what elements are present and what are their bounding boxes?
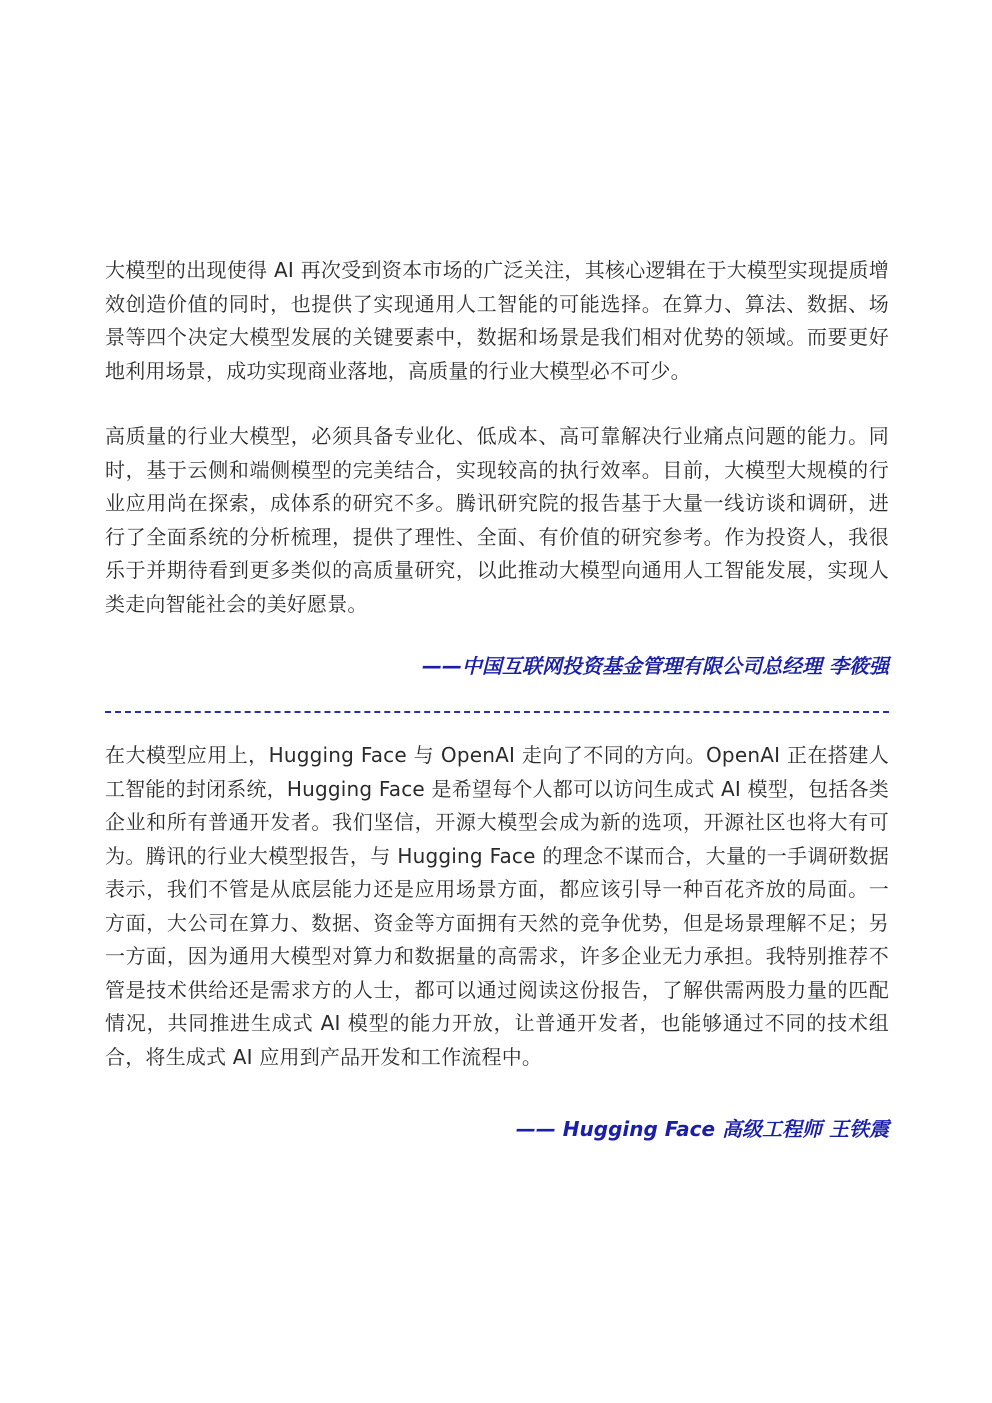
signature-1: ——中国互联网投资基金管理有限公司总经理 李筱强 bbox=[422, 654, 889, 678]
paragraph-2: 高质量的行业大模型，必须具备专业化、低成本、高可靠解决行业痛点问题的能力。同时，基于云侧和端侧模型的完美结合，实现较高的执行效率。目前，大模型大规模的行业应用尚在探索，成体系的研究不多。腾讯研究院的报告基于大量一线访谈和调研，进行了全面系统的分析梳理，提供了理性、全面、有价值的研究参考。作为投资人，我很乐于并期待看到更多类似的高质量研究，以此推动大模型向通用人工智能发展，实现人类走向智能社会的美好愿景。 bbox=[105, 424, 889, 616]
dashed-divider bbox=[105, 711, 889, 713]
document-body bbox=[105, 254, 889, 1144]
paragraph-3: 在大模型应用上，Hugging Face 与 OpenAI 走向了不同的方向。OpenAI 正在搭建人工智能的封闭系统，Hugging Face 是希望每个人都可以访问生成式 AI 模型，包括各类企业和所有普通开发者。我们坚信，开源大模型会成为新的选项，开源社区也将大有可为。腾讯的行业大模型报告，与 Hugging Face 的理念不谋而合，大量的一手调研数据表示，我们不管是从底层能力还是应用场景方面，都应该引导一种百花齐放的局面。一方面，大公司在算力、数据、资金等方面拥有天然的竞争优势，但是场景理解不足；另一方面，因为通用大模型对算力和数据量的高需求，许多企业无力承担。我特别推荐不管是技术供给还是需求方的人士，都可以通过阅读这份报告，了解供需两股力量的匹配情况，共同推进生成式 AI 模型的能力开放，让普通开发者，也能够通过不同的技术组合，将生成式 AI 应用到产品开发和工作流程中。 bbox=[105, 743, 889, 1069]
section-2 bbox=[105, 739, 889, 1074]
signature-2: —— Hugging Face 高级工程师 王铁震 bbox=[515, 1117, 889, 1141]
paragraph-1: 大模型的出现使得 AI 再次受到资本市场的广泛关注，其核心逻辑在于大模型实现提质增效创造价值的同时，也提供了实现通用人工智能的可能选择。在算力、算法、数据、场景等四个决定大模型发展的关键要素中，数据和场景是我们相对优势的领域。而要更好地利用场景，成功实现商业落地，高质量的行业大模型必不可少。 bbox=[105, 258, 889, 383]
